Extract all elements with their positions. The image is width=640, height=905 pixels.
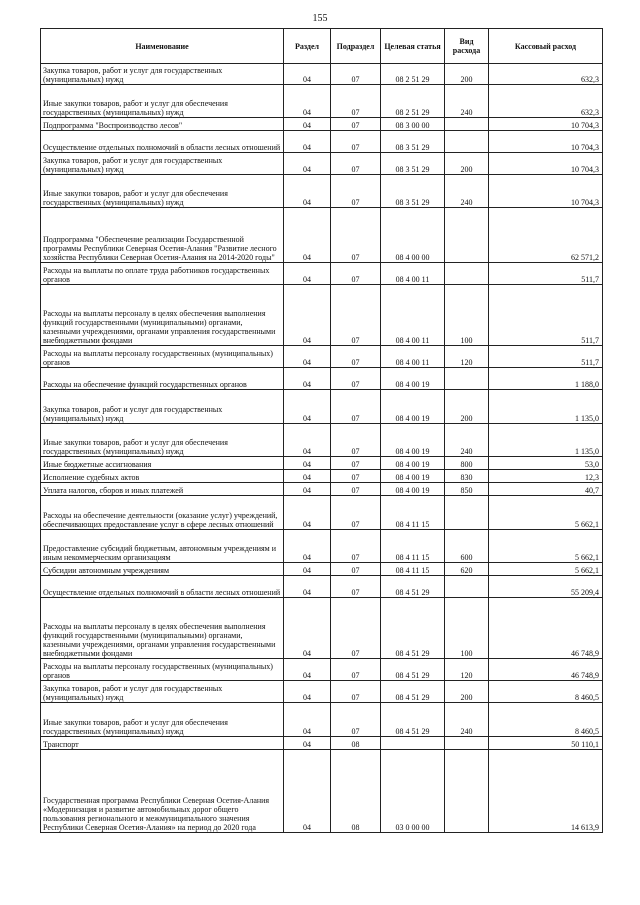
cell-celevaya: 08 4 00 19	[381, 390, 445, 424]
cell-kassovy: 40,7	[489, 483, 603, 496]
table-row	[41, 470, 603, 483]
cell-vid: 200	[445, 153, 489, 175]
cell-kassovy: 62 571,2	[489, 208, 603, 263]
page-number: 155	[312, 13, 328, 24]
cell-vid: 200	[445, 64, 489, 85]
table-row	[41, 64, 603, 85]
cell-vid: 240	[445, 85, 489, 118]
cell-celevaya: 08 4 00 19	[381, 470, 445, 483]
table-row	[41, 530, 603, 563]
table-row	[41, 346, 603, 368]
cell-vid	[445, 750, 489, 833]
table-row	[41, 175, 603, 208]
cell-razdel: 04	[284, 496, 331, 530]
cell-name: Закупка товаров, работ и услуг для государственных (муниципальных) нужд	[41, 681, 284, 703]
cell-celevaya: 08 4 51 29	[381, 576, 445, 598]
cell-podrazdel: 07	[331, 598, 381, 659]
table-row	[41, 496, 603, 530]
cell-razdel: 04	[284, 208, 331, 263]
cell-name: Расходы на выплаты персоналу в целях обеспечения выполнения функций государственными (муниципальными) органами, казенными учреждениями, органами управления государственными внебюджетными фондами	[41, 598, 284, 659]
cell-name: Закупка товаров, работ и услуг для государственных (муниципальных) нужд	[41, 64, 284, 85]
cell-celevaya: 08 3 51 29	[381, 153, 445, 175]
table-row	[41, 576, 603, 598]
cell-vid	[445, 263, 489, 285]
cell-podrazdel: 07	[331, 118, 381, 131]
cell-celevaya: 08 4 11 15	[381, 563, 445, 576]
cell-kassovy: 5 662,1	[489, 530, 603, 563]
cell-razdel: 04	[284, 153, 331, 175]
cell-kassovy: 53,0	[489, 457, 603, 470]
cell-celevaya: 08 4 00 11	[381, 285, 445, 346]
cell-celevaya: 08 4 00 00	[381, 208, 445, 263]
cell-razdel: 04	[284, 470, 331, 483]
cell-name: Расходы на обеспечение функций государственных органов	[41, 368, 284, 390]
cell-kassovy: 1 135,0	[489, 390, 603, 424]
cell-vid: 100	[445, 285, 489, 346]
cell-celevaya: 08 4 00 11	[381, 346, 445, 368]
cell-kassovy: 14 613,9	[489, 750, 603, 833]
cell-podrazdel: 07	[331, 457, 381, 470]
cell-vid: 240	[445, 424, 489, 457]
cell-celevaya: 08 3 00 00	[381, 118, 445, 131]
cell-vid: 800	[445, 457, 489, 470]
cell-podrazdel: 07	[331, 576, 381, 598]
cell-razdel: 04	[284, 131, 331, 153]
table-row	[41, 118, 603, 131]
table-row	[41, 563, 603, 576]
cell-kassovy: 5 662,1	[489, 563, 603, 576]
cell-celevaya	[381, 737, 445, 750]
cell-razdel: 04	[284, 576, 331, 598]
cell-podrazdel: 07	[331, 208, 381, 263]
cell-name: Расходы на выплаты персоналу в целях обеспечения выполнения функций государственными (муниципальными) органами, казенными учреждениями, органами управления государственными внебюджетными фондами	[41, 285, 284, 346]
table-row	[41, 390, 603, 424]
cell-name: Иные закупки товаров, работ и услуг для обеспечения государственных (муниципальных) нужд	[41, 85, 284, 118]
cell-podrazdel: 07	[331, 85, 381, 118]
table-row	[41, 285, 603, 346]
table-row	[41, 681, 603, 703]
cell-name: Подпрограмма "Воспроизводство лесов"	[41, 118, 284, 131]
cell-celevaya: 08 4 11 15	[381, 496, 445, 530]
cell-kassovy: 511,7	[489, 285, 603, 346]
cell-podrazdel: 07	[331, 368, 381, 390]
cell-kassovy: 1 188,0	[489, 368, 603, 390]
cell-name: Иные закупки товаров, работ и услуг для обеспечения государственных (муниципальных) нужд	[41, 424, 284, 457]
cell-celevaya: 08 3 51 29	[381, 175, 445, 208]
cell-vid	[445, 576, 489, 598]
cell-vid	[445, 118, 489, 131]
cell-razdel: 04	[284, 64, 331, 85]
cell-vid	[445, 496, 489, 530]
cell-kassovy: 12,3	[489, 470, 603, 483]
cell-podrazdel: 07	[331, 563, 381, 576]
table-row	[41, 703, 603, 737]
expenditure-table	[40, 28, 603, 833]
cell-vid: 120	[445, 346, 489, 368]
cell-razdel: 04	[284, 659, 331, 681]
cell-vid: 850	[445, 483, 489, 496]
header-vid: Вид расхода	[445, 29, 489, 64]
cell-podrazdel: 07	[331, 530, 381, 563]
cell-kassovy: 10 704,3	[489, 153, 603, 175]
table-row	[41, 457, 603, 470]
cell-razdel: 04	[284, 598, 331, 659]
cell-name: Закупка товаров, работ и услуг для государственных (муниципальных) нужд	[41, 153, 284, 175]
cell-vid: 620	[445, 563, 489, 576]
table-header-row	[41, 29, 603, 64]
cell-podrazdel: 08	[331, 737, 381, 750]
cell-kassovy: 8 460,5	[489, 703, 603, 737]
cell-kassovy: 46 748,9	[489, 659, 603, 681]
table-row	[41, 659, 603, 681]
cell-vid: 240	[445, 703, 489, 737]
table-row	[41, 483, 603, 496]
header-razdel: Раздел	[284, 29, 331, 64]
cell-podrazdel: 07	[331, 131, 381, 153]
cell-celevaya: 08 3 51 29	[381, 131, 445, 153]
cell-razdel: 04	[284, 737, 331, 750]
cell-celevaya: 03 0 00 00	[381, 750, 445, 833]
cell-name: Расходы на выплаты по оплате труда работников государственных органов	[41, 263, 284, 285]
cell-razdel: 04	[284, 750, 331, 833]
cell-kassovy: 1 135,0	[489, 424, 603, 457]
cell-razdel: 04	[284, 285, 331, 346]
cell-name: Исполнение судебных актов	[41, 470, 284, 483]
cell-razdel: 04	[284, 530, 331, 563]
cell-kassovy: 511,7	[489, 346, 603, 368]
cell-podrazdel: 07	[331, 496, 381, 530]
cell-celevaya: 08 4 51 29	[381, 703, 445, 737]
cell-vid	[445, 131, 489, 153]
cell-name: Уплата налогов, сборов и иных платежей	[41, 483, 284, 496]
cell-vid: 240	[445, 175, 489, 208]
cell-razdel: 04	[284, 457, 331, 470]
cell-kassovy: 50 110,1	[489, 737, 603, 750]
cell-razdel: 04	[284, 483, 331, 496]
table-row	[41, 737, 603, 750]
cell-vid	[445, 208, 489, 263]
cell-celevaya: 08 4 00 19	[381, 424, 445, 457]
cell-name: Осуществление отдельных полномочий в области лесных отношений	[41, 131, 284, 153]
header-name: Наименование	[41, 29, 284, 64]
cell-razdel: 04	[284, 85, 331, 118]
cell-podrazdel: 07	[331, 346, 381, 368]
cell-celevaya: 08 4 00 11	[381, 263, 445, 285]
header-kassovy: Кассовый расход	[489, 29, 603, 64]
cell-kassovy: 511,7	[489, 263, 603, 285]
cell-kassovy: 8 460,5	[489, 681, 603, 703]
cell-podrazdel: 08	[331, 750, 381, 833]
cell-podrazdel: 07	[331, 703, 381, 737]
cell-vid	[445, 737, 489, 750]
cell-vid: 200	[445, 390, 489, 424]
cell-vid: 100	[445, 598, 489, 659]
cell-razdel: 04	[284, 681, 331, 703]
cell-kassovy: 10 704,3	[489, 118, 603, 131]
cell-celevaya: 08 4 51 29	[381, 659, 445, 681]
header-podrazdel: Подраздел	[331, 29, 381, 64]
cell-celevaya: 08 4 00 19	[381, 457, 445, 470]
cell-razdel: 04	[284, 346, 331, 368]
cell-name: Расходы на выплаты персоналу государственных (муниципальных) органов	[41, 659, 284, 681]
cell-name: Транспорт	[41, 737, 284, 750]
cell-podrazdel: 07	[331, 681, 381, 703]
cell-podrazdel: 07	[331, 390, 381, 424]
cell-name: Иные бюджетные ассигнования	[41, 457, 284, 470]
cell-podrazdel: 07	[331, 659, 381, 681]
cell-podrazdel: 07	[331, 483, 381, 496]
cell-kassovy: 55 209,4	[489, 576, 603, 598]
cell-razdel: 04	[284, 118, 331, 131]
cell-name: Подпрограмма "Обеспечение реализации Государственной программы Республики Северная Осетия-Алания "Развитие лесного хозяйства Республики Северная Осетия-Алания на 2014-2020 годы"	[41, 208, 284, 263]
cell-name: Осуществление отдельных полномочий в области лесных отношений	[41, 576, 284, 598]
table-row	[41, 263, 603, 285]
cell-celevaya: 08 4 51 29	[381, 681, 445, 703]
cell-podrazdel: 07	[331, 263, 381, 285]
cell-kassovy: 10 704,3	[489, 175, 603, 208]
table-row	[41, 368, 603, 390]
table-row	[41, 153, 603, 175]
cell-kassovy: 5 662,1	[489, 496, 603, 530]
cell-kassovy: 632,3	[489, 85, 603, 118]
cell-razdel: 04	[284, 703, 331, 737]
cell-razdel: 04	[284, 368, 331, 390]
cell-razdel: 04	[284, 563, 331, 576]
cell-celevaya: 08 2 51 29	[381, 85, 445, 118]
cell-razdel: 04	[284, 263, 331, 285]
cell-celevaya: 08 4 51 29	[381, 598, 445, 659]
cell-podrazdel: 07	[331, 470, 381, 483]
cell-podrazdel: 07	[331, 424, 381, 457]
cell-vid: 830	[445, 470, 489, 483]
table-row	[41, 750, 603, 833]
cell-name: Предоставление субсидий бюджетным, автономным учреждениям и иным некоммерческим организациям	[41, 530, 284, 563]
cell-celevaya: 08 4 11 15	[381, 530, 445, 563]
cell-name: Закупка товаров, работ и услуг для государственных (муниципальных) нужд	[41, 390, 284, 424]
cell-name: Расходы на выплаты персоналу государственных (муниципальных) органов	[41, 346, 284, 368]
table-row	[41, 131, 603, 153]
cell-razdel: 04	[284, 175, 331, 208]
cell-kassovy: 632,3	[489, 64, 603, 85]
cell-razdel: 04	[284, 390, 331, 424]
cell-celevaya: 08 4 00 19	[381, 368, 445, 390]
cell-celevaya: 08 2 51 29	[381, 64, 445, 85]
cell-vid	[445, 368, 489, 390]
cell-name: Расходы на обеспечение деятельности (оказание услуг) учреждений, обеспечивающих предоставление услуг в сфере лесных отношений	[41, 496, 284, 530]
cell-celevaya: 08 4 00 19	[381, 483, 445, 496]
cell-kassovy: 10 704,3	[489, 131, 603, 153]
cell-podrazdel: 07	[331, 285, 381, 346]
cell-name: Государственная программа Республики Северная Осетия-Алания «Модернизация и развитие автомобильных дорог общего пользования регионального и межмуниципального значения Республики Северная Осетия-Алания» на период до 2020 года	[41, 750, 284, 833]
cell-name: Субсидии автономным учреждениям	[41, 563, 284, 576]
header-celevaya: Целевая статья	[381, 29, 445, 64]
cell-name: Иные закупки товаров, работ и услуг для обеспечения государственных (муниципальных) нужд	[41, 175, 284, 208]
cell-vid: 200	[445, 681, 489, 703]
table-row	[41, 598, 603, 659]
table-row	[41, 208, 603, 263]
cell-podrazdel: 07	[331, 64, 381, 85]
table-row	[41, 85, 603, 118]
cell-vid: 120	[445, 659, 489, 681]
cell-podrazdel: 07	[331, 175, 381, 208]
cell-vid: 600	[445, 530, 489, 563]
table-row	[41, 424, 603, 457]
cell-kassovy: 46 748,9	[489, 598, 603, 659]
cell-name: Иные закупки товаров, работ и услуг для обеспечения государственных (муниципальных) нужд	[41, 703, 284, 737]
cell-razdel: 04	[284, 424, 331, 457]
cell-podrazdel: 07	[331, 153, 381, 175]
